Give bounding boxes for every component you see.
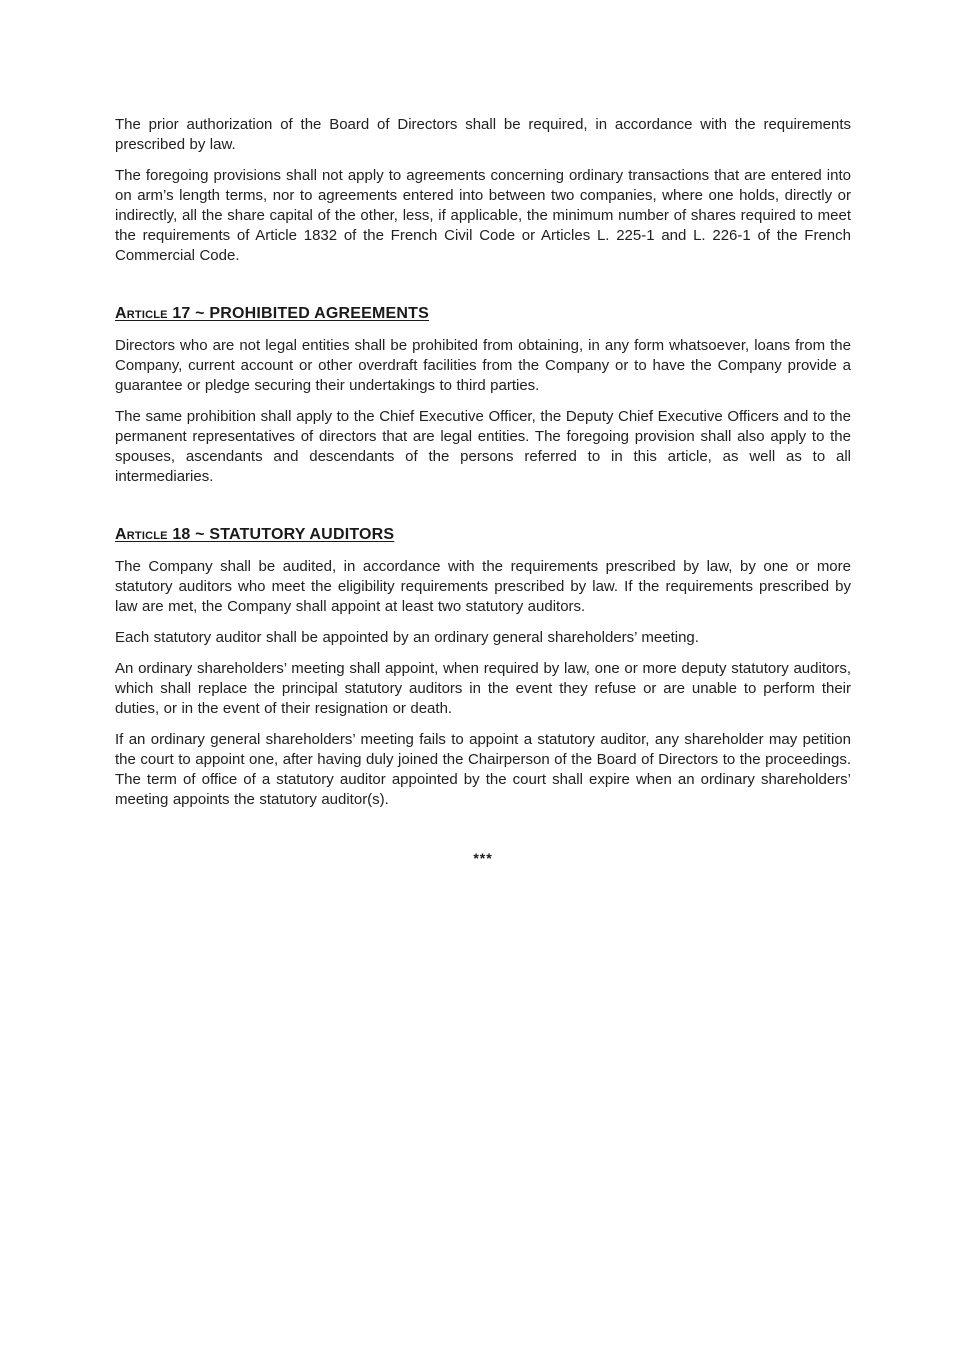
paragraph-court-appointed-auditor: If an ordinary general shareholders’ meeting fails to appoint a statutory auditor, any shareholder may petition the court to appoint one, after having duly joined the Chairperson of the Board of Directors to the proceedings. The term of office of a statutory auditor appointed by the court shall expire when an ordinary shareholders’ meeting appoints the statutory auditor(s). [115,731,851,808]
paragraph-company-audited: The Company shall be audited, in accordance with the requirements prescribed by law, by one or more statutory auditors who meet the eligibility requirements prescribed by law. If the requirements prescribed by law are met, the Company shall appoint at least two statutory auditors. [115,558,851,615]
article-17-heading: Article 17 ~ PROHIBITED AGREEMENTS [115,305,429,322]
paragraph-directors-prohibited: Directors who are not legal entities shall be prohibited from obtaining, in any form whatsoever, loans from the Company, current account or other overdraft facilities from the Company or to have the Company provide a guarantee or pledge securing their undertakings to third parties. [115,337,851,394]
paragraph-same-prohibition: The same prohibition shall apply to the Chief Executive Officer, the Deputy Chief Executive Officers and to the permanent representatives of directors that are legal entities. The foregoing provision shall also apply to the spouses, ascendants and descendants of the persons referred to in this article, as well as to all intermediaries. [115,408,851,485]
paragraph-deputy-auditors: An ordinary shareholders’ meeting shall appoint, when required by law, one or more deputy statutory auditors, which shall replace the principal statutory auditors in the event they refuse or are unable to perform their duties, or in the event of their resignation or death. [115,660,851,717]
end-of-document-marker: *** [473,850,493,866]
paragraph-prior-authorization: The prior authorization of the Board of Directors shall be required, in accordance with the requirements prescribed by law. [115,116,851,153]
paragraph-each-auditor: Each statutory auditor shall be appointed by an ordinary general shareholders’ meeting. [115,629,699,646]
paragraph-foregoing-provisions: The foregoing provisions shall not apply to agreements concerning ordinary transactions that are entered into on arm’s length terms, nor to agreements entered into between two companies, where one holds, directly or indirectly, all the share capital of the other, less, if applicable, the minimum number of shares required to meet the requirements of Article 1832 of the French Civil Code or Articles L. 225-1 and L. 226-1 of the French Commercial Code. [115,167,851,264]
article-18-heading: Article 18 ~ STATUTORY AUDITORS [115,526,395,543]
